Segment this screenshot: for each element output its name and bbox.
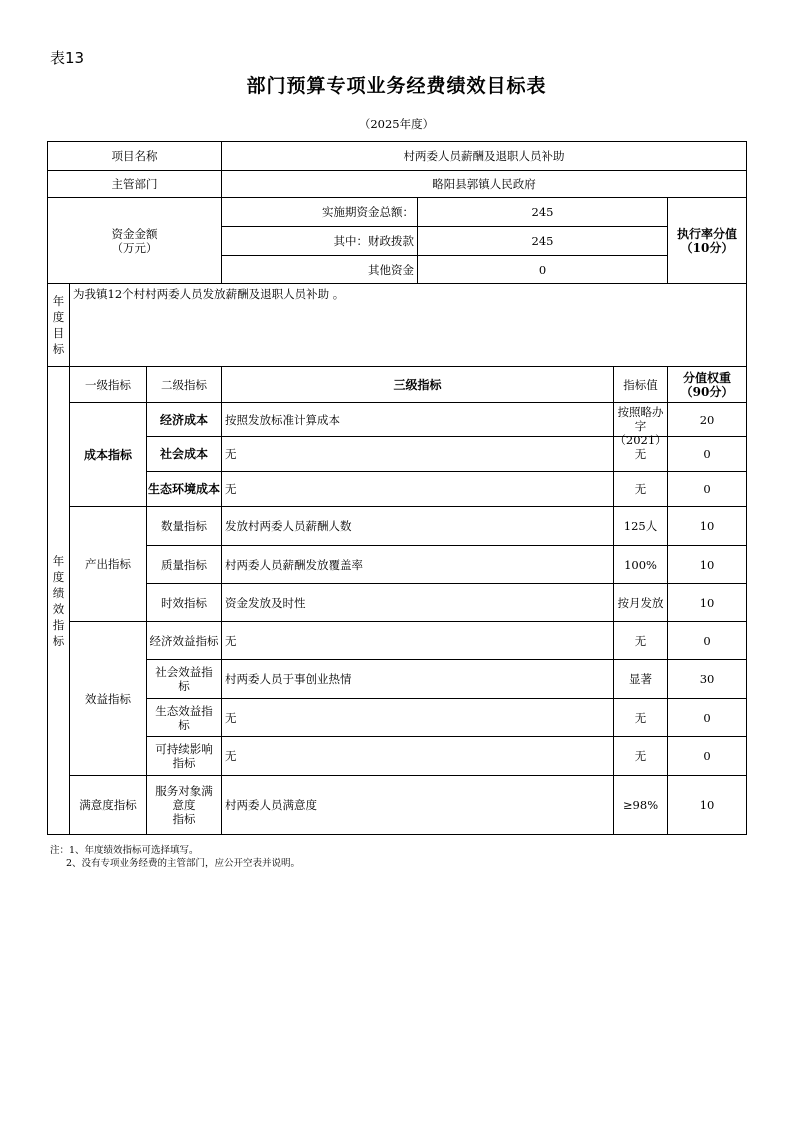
funds-label: 资金金额 （万元） bbox=[48, 198, 222, 284]
level3-cell: 无 bbox=[222, 737, 614, 776]
header-value: 指标值 bbox=[614, 367, 668, 403]
value-cell: 无 bbox=[614, 622, 668, 660]
header-level1: 一级指标 bbox=[70, 367, 147, 403]
other-funds-label: 其他资金 bbox=[222, 256, 418, 284]
level2-cell: 生态效益指标 bbox=[147, 699, 222, 737]
value-cell: 按照略办字（2021） bbox=[614, 404, 667, 447]
weight-cell: 10 bbox=[668, 546, 747, 584]
total-funds-value: 245 bbox=[418, 198, 668, 227]
header-level3: 三级指标 bbox=[222, 367, 614, 403]
weight-cell: 0 bbox=[668, 737, 747, 776]
fiscal-year: （2025年度） bbox=[358, 117, 435, 131]
level3-cell: 村两委人员薪酬发放覆盖率 bbox=[222, 546, 614, 584]
satisfaction-indicator-label: 满意度指标 bbox=[70, 776, 147, 835]
weight-cell: 0 bbox=[668, 699, 747, 737]
project-name-label: 项目名称 bbox=[48, 142, 222, 171]
execution-score-label: 执行率分值 （10分） bbox=[668, 198, 747, 284]
value-cell: 100% bbox=[614, 546, 668, 584]
benefit-indicator-label: 效益指标 bbox=[70, 622, 147, 776]
weight-cell: 0 bbox=[668, 472, 747, 507]
level2-cell: 可持续影响指标 bbox=[147, 737, 222, 776]
cost-indicator-label: 成本指标 bbox=[70, 403, 147, 507]
department-value: 略阳县郭镇人民政府 bbox=[222, 171, 747, 198]
level2-cell: 社会成本 bbox=[147, 437, 222, 472]
level3-cell: 资金发放及时性 bbox=[222, 584, 614, 622]
footnotes bbox=[50, 844, 300, 870]
value-cell: ≥98% bbox=[614, 776, 668, 835]
weight-cell: 0 bbox=[668, 622, 747, 660]
level2-cell: 质量指标 bbox=[147, 546, 222, 584]
annual-indicators-label: 年度绩效指标 bbox=[48, 367, 70, 835]
level2-cell: 经济成本 bbox=[147, 403, 222, 437]
value-cell: 按月发放 bbox=[614, 584, 668, 622]
value-cell: 无 bbox=[614, 472, 668, 507]
level2-cell: 时效指标 bbox=[147, 584, 222, 622]
value-cell: 无 bbox=[614, 437, 668, 472]
weight-cell: 20 bbox=[668, 403, 747, 437]
footnote-item: 注：1、年度绩效指标可选择填写。 bbox=[50, 845, 199, 856]
value-cell: 无 bbox=[614, 737, 668, 776]
output-indicator-label: 产出指标 bbox=[70, 507, 147, 622]
weight-cell: 0 bbox=[668, 437, 747, 472]
level3-cell: 村两委人员于事创业热情 bbox=[222, 660, 614, 699]
fiscal-funds-value: 245 bbox=[418, 227, 668, 256]
annual-goal-text: 为我镇12个村村两委人员发放薪酬及退职人员补助 。 bbox=[70, 284, 747, 367]
department-label: 主管部门 bbox=[48, 171, 222, 198]
weight-cell: 10 bbox=[668, 507, 747, 546]
level3-cell: 无 bbox=[222, 622, 614, 660]
weight-cell: 10 bbox=[668, 776, 747, 835]
header-weight: 分值权重 （90分） bbox=[668, 367, 747, 403]
table-number: 表13 bbox=[50, 49, 85, 67]
performance-target-table bbox=[47, 141, 747, 835]
level3-cell: 无 bbox=[222, 437, 614, 472]
level2-cell: 经济效益指标 bbox=[147, 622, 222, 660]
level2-cell: 数量指标 bbox=[147, 507, 222, 546]
total-funds-label: 实施期资金总额： bbox=[222, 198, 418, 227]
value-cell: 显著 bbox=[614, 660, 668, 699]
page-title: 部门预算专项业务经费绩效目标表 bbox=[246, 75, 547, 97]
project-name-value: 村两委人员薪酬及退职人员补助 bbox=[222, 142, 747, 171]
level2-cell: 服务对象满意度 指标 bbox=[147, 776, 222, 835]
fiscal-funds-label: 其中：财政拨款 bbox=[222, 227, 418, 256]
level2-cell: 社会效益指标 bbox=[147, 660, 222, 699]
level3-cell: 无 bbox=[222, 472, 614, 507]
level2-cell: 生态环境成本 bbox=[147, 472, 222, 507]
level3-cell: 无 bbox=[222, 699, 614, 737]
level3-cell: 发放村两委人员薪酬人数 bbox=[222, 507, 614, 546]
value-cell: 无 bbox=[614, 699, 668, 737]
other-funds-value: 0 bbox=[418, 256, 668, 284]
weight-cell: 10 bbox=[668, 584, 747, 622]
footnote-item: 2、没有专项业务经费的主管部门，应公开空表并说明。 bbox=[66, 858, 301, 869]
header-level2: 二级指标 bbox=[147, 367, 222, 403]
value-cell: 125人 bbox=[614, 507, 668, 546]
level3-cell: 村两委人员满意度 bbox=[222, 776, 614, 835]
weight-cell: 30 bbox=[668, 660, 747, 699]
annual-goal-label: 年度目标 bbox=[48, 284, 70, 367]
level3-cell: 按照发放标准计算成本 bbox=[222, 403, 614, 437]
